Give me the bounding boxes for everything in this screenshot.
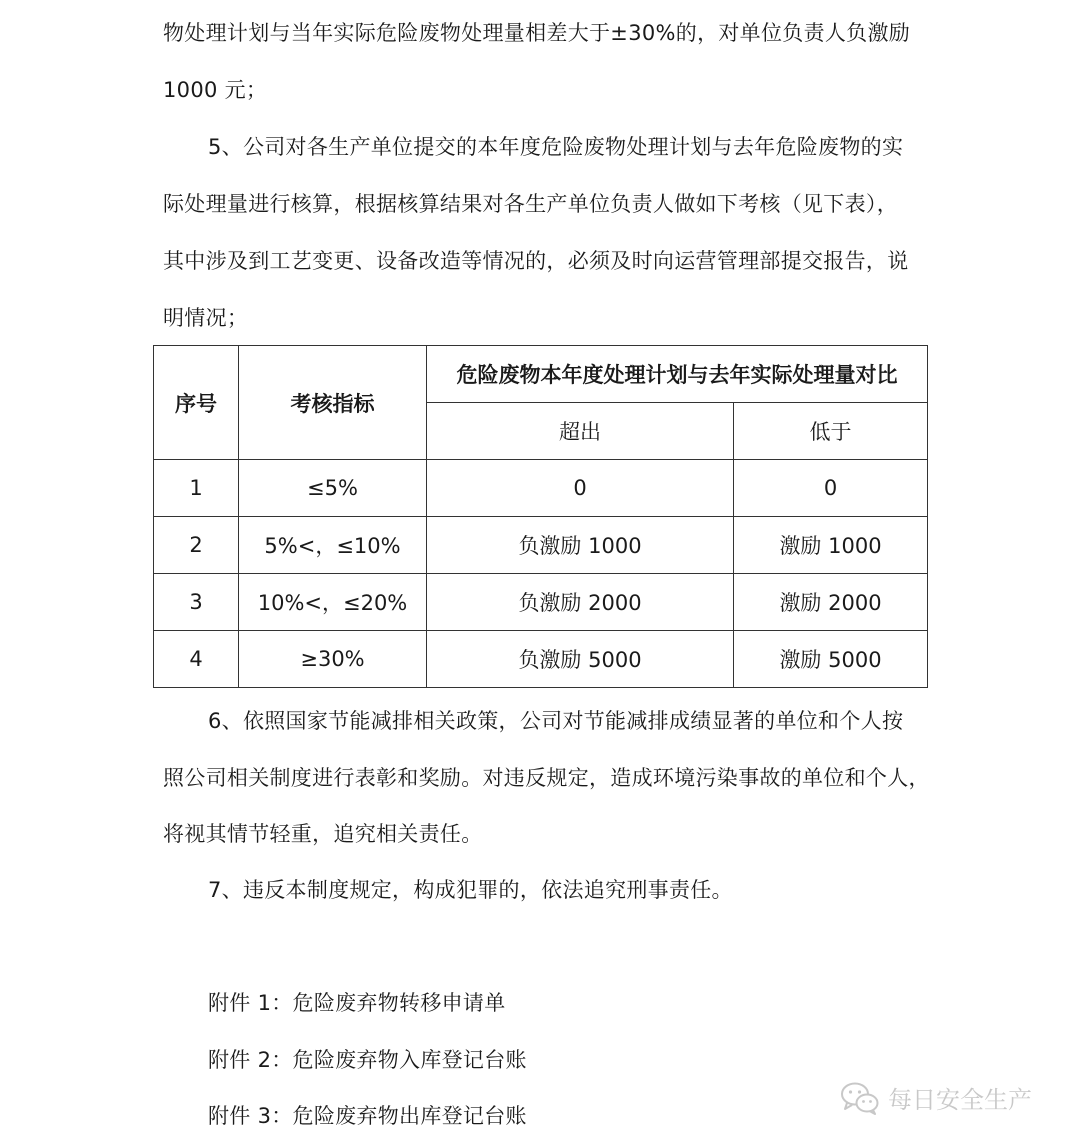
paragraph-6-line-3: 将视其情节轻重，追究相关责任。 <box>163 822 483 846</box>
row-below: 激励 1000 <box>734 517 928 574</box>
paragraph-6-line-2: 照公司相关制度进行表彰和奖励。对违反规定，造成环境污染事故的单位和个人， <box>163 766 930 790</box>
header-seq: 序号 <box>154 346 239 460</box>
table-row <box>154 460 928 517</box>
header-compare: 危险废物本年度处理计划与去年实际处理量对比 <box>427 346 928 403</box>
paragraph-4-line-1: 物处理计划与当年实际危险废物处理量相差大于±30%的，对单位负责人负激励 <box>163 21 911 45</box>
header-exceed: 超出 <box>427 403 734 460</box>
paragraph-5-line-4: 明情况； <box>163 306 249 330</box>
paragraph-5-line-1: 5、公司对各生产单位提交的本年度危险废物处理计划与去年危险废物的实 <box>208 135 904 159</box>
table-row <box>154 517 928 574</box>
wechat-icon <box>840 1081 880 1115</box>
paragraph-4-line-2: 1000 元； <box>163 78 268 102</box>
row-seq: 4 <box>154 631 239 688</box>
assessment-table <box>153 345 928 688</box>
watermark <box>840 1080 1032 1115</box>
row-exceed: 负激励 1000 <box>427 517 734 574</box>
row-below: 激励 2000 <box>734 574 928 631</box>
header-indicator: 考核指标 <box>239 346 427 460</box>
row-exceed: 0 <box>427 460 734 517</box>
row-below: 0 <box>734 460 928 517</box>
row-seq: 3 <box>154 574 239 631</box>
row-below: 激励 5000 <box>734 631 928 688</box>
row-indicator: ≤5% <box>239 460 427 517</box>
table-row <box>154 631 928 688</box>
row-exceed: 负激励 2000 <box>427 574 734 631</box>
watermark-text: 每日安全生产 <box>888 1086 1032 1114</box>
paragraph-7-line-1: 7、违反本制度规定，构成犯罪的，依法追究刑事责任。 <box>208 878 733 902</box>
attachment-3: 附件 3：危险废弃物出库登记台账 <box>208 1104 527 1128</box>
row-seq: 2 <box>154 517 239 574</box>
row-indicator: 10%<，≤20% <box>239 574 427 631</box>
paragraph-5-line-2: 际处理量进行核算，根据核算结果对各生产单位负责人做如下考核（见下表）， <box>163 192 898 216</box>
row-seq: 1 <box>154 460 239 517</box>
attachment-2: 附件 2：危险废弃物入库登记台账 <box>208 1048 527 1072</box>
row-exceed: 负激励 5000 <box>427 631 734 688</box>
table-row <box>154 574 928 631</box>
row-indicator: ≥30% <box>239 631 427 688</box>
attachment-1: 附件 1：危险废弃物转移申请单 <box>208 991 506 1015</box>
row-indicator: 5%<，≤10% <box>239 517 427 574</box>
header-below: 低于 <box>734 403 928 460</box>
paragraph-6-line-1: 6、依照国家节能减排相关政策，公司对节能减排成绩显著的单位和个人按 <box>208 709 904 733</box>
paragraph-5-line-3: 其中涉及到工艺变更、设备改造等情况的，必须及时向运营管理部提交报告，说 <box>163 249 909 273</box>
